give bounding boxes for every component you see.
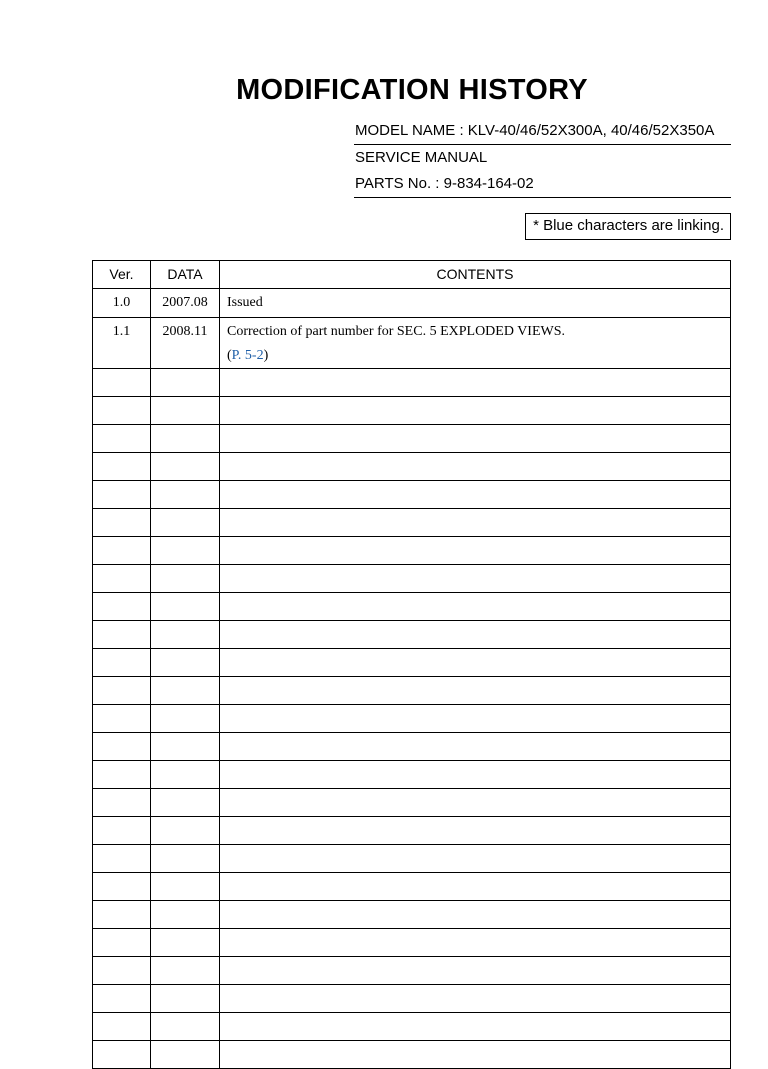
empty-cell [151,621,220,649]
empty-cell [220,369,731,397]
empty-cell [220,1013,731,1041]
empty-cell [220,621,731,649]
empty-cell [220,425,731,453]
empty-row [93,873,731,901]
empty-cell [151,929,220,957]
empty-cell [220,509,731,537]
empty-row [93,397,731,425]
empty-row [93,425,731,453]
empty-cell [93,425,151,453]
empty-cell [151,985,220,1013]
link-paren-open: ( [227,348,232,363]
empty-cell [220,705,731,733]
row-contents [220,318,731,369]
empty-cell [93,565,151,593]
empty-row [93,789,731,817]
empty-cell [151,593,220,621]
row-date: 2007.08 [151,289,220,318]
empty-cell [220,901,731,929]
row-ver: 1.0 [93,289,151,318]
empty-cell [93,845,151,873]
empty-cell [93,957,151,985]
empty-cell [151,509,220,537]
empty-cell [93,537,151,565]
link-note: * Blue characters are linking. [525,213,731,240]
empty-cell [220,453,731,481]
empty-cell [151,537,220,565]
empty-cell [220,397,731,425]
empty-cell [220,537,731,565]
empty-cell [151,789,220,817]
row-reference [227,344,730,368]
empty-cell [151,873,220,901]
empty-row [93,677,731,705]
manual-type: SERVICE MANUAL [355,149,488,166]
header-data: DATA [151,261,220,289]
empty-cell [220,873,731,901]
empty-cell [151,481,220,509]
empty-cell [93,985,151,1013]
table-row [93,318,731,369]
empty-cell [151,425,220,453]
empty-cell [151,369,220,397]
empty-cell [220,649,731,677]
empty-cell [151,397,220,425]
empty-cell [151,649,220,677]
row-contents-text: Correction of part number for SEC. 5 EXPLODED VIEWS. [227,324,566,339]
empty-cell [220,565,731,593]
empty-row [93,957,731,985]
empty-cell [93,873,151,901]
empty-cell [151,453,220,481]
empty-row [93,453,731,481]
empty-cell [93,733,151,761]
empty-cell [93,705,151,733]
page-link[interactable]: P. 5-2 [231,348,264,363]
empty-cell [93,593,151,621]
empty-row [93,509,731,537]
empty-cell [151,705,220,733]
empty-cell [93,677,151,705]
table-header-row [93,261,731,289]
empty-cell [93,789,151,817]
empty-cell [93,817,151,845]
empty-cell [151,1013,220,1041]
empty-cell [93,1041,151,1069]
manual-info [354,118,731,198]
empty-cell [93,481,151,509]
empty-cell [151,565,220,593]
row-date: 2008.11 [151,318,220,369]
empty-row [93,537,731,565]
link-paren-close: ) [263,348,269,363]
empty-row [93,985,731,1013]
empty-cell [151,1041,220,1069]
empty-cell [220,929,731,957]
empty-row [93,481,731,509]
empty-row [93,593,731,621]
empty-row [93,901,731,929]
empty-row [93,845,731,873]
empty-cell [220,1041,731,1069]
empty-cell [220,481,731,509]
empty-row [93,929,731,957]
empty-cell [151,733,220,761]
empty-row [93,649,731,677]
empty-row [93,369,731,397]
empty-cell [220,985,731,1013]
empty-cell [93,369,151,397]
empty-cell [151,845,220,873]
empty-cell [151,677,220,705]
row-ver: 1.1 [93,318,151,369]
empty-cell [151,957,220,985]
empty-cell [151,817,220,845]
empty-cell [151,901,220,929]
empty-cell [93,453,151,481]
empty-cell [151,761,220,789]
empty-cell [220,593,731,621]
page-title: MODIFICATION HISTORY [236,74,588,106]
empty-cell [93,621,151,649]
empty-row [93,621,731,649]
empty-cell [93,509,151,537]
empty-cell [93,649,151,677]
empty-cell [220,677,731,705]
table-row [93,289,731,318]
modification-table [92,260,731,1069]
empty-row [93,761,731,789]
empty-row [93,817,731,845]
empty-cell [220,845,731,873]
empty-row [93,1013,731,1041]
empty-row [93,1041,731,1069]
empty-cell [93,397,151,425]
empty-cell [220,761,731,789]
row-contents: Issued [220,289,731,318]
empty-cell [93,761,151,789]
empty-cell [93,929,151,957]
empty-cell [220,817,731,845]
header-contents: CONTENTS [220,261,731,289]
parts-number: PARTS No. : 9-834-164-02 [354,171,731,198]
empty-row [93,733,731,761]
model-name: MODEL NAME : KLV-40/46/52X300A, 40/46/52X350A [354,118,731,145]
empty-cell [220,733,731,761]
empty-cell [220,789,731,817]
empty-cell [220,957,731,985]
empty-cell [93,901,151,929]
header-ver: Ver. [93,261,151,289]
empty-cell [93,1013,151,1041]
empty-row [93,565,731,593]
empty-row [93,705,731,733]
